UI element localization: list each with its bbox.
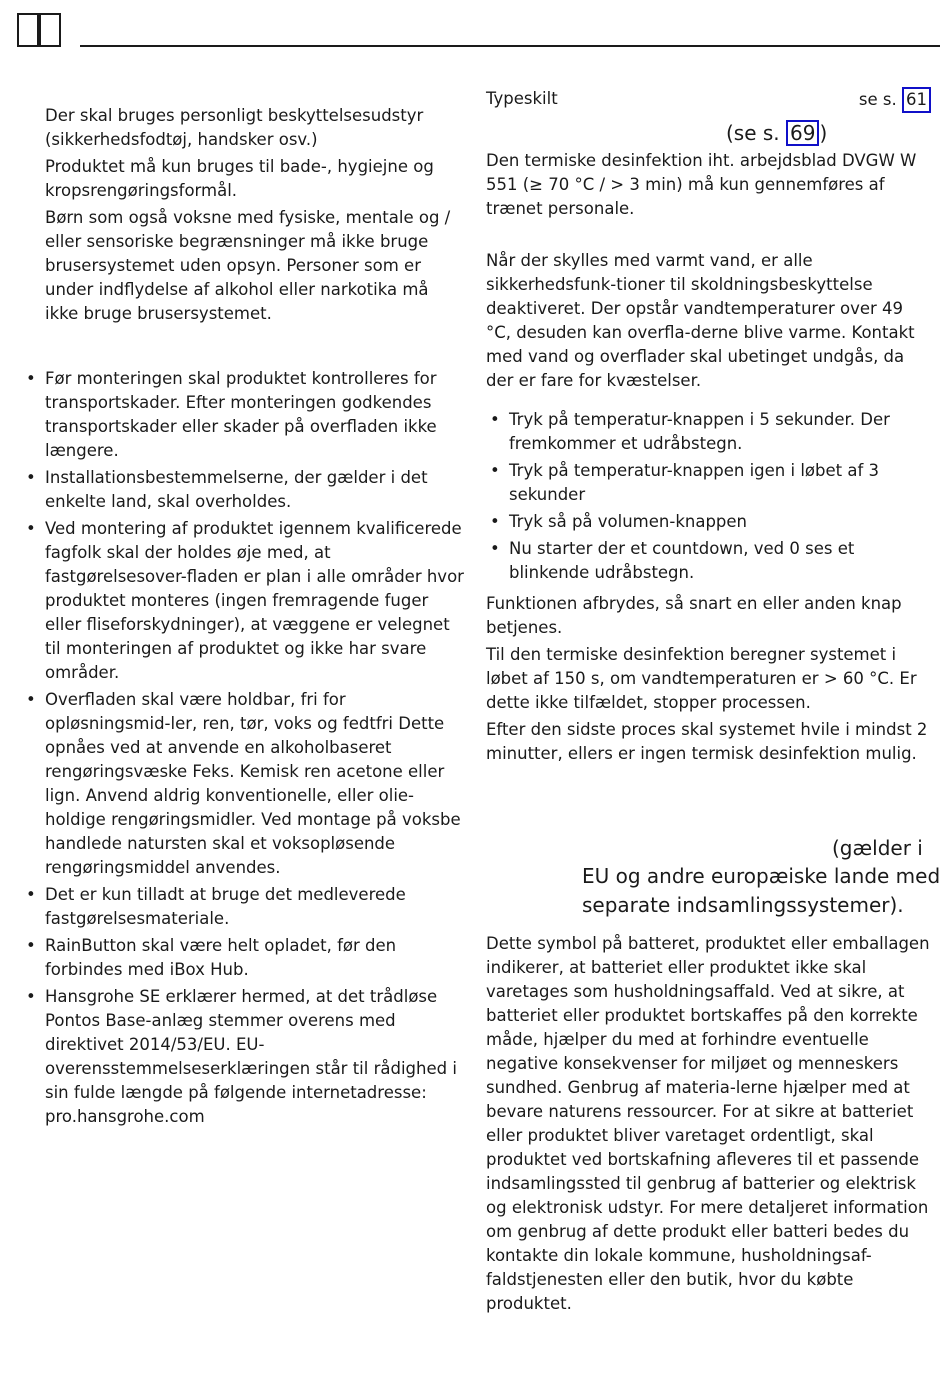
list-item: • Det er kun tilladt at bruge det medleverede fastgørelsesmateriale. xyxy=(45,883,465,931)
disinfection-ref: (se s. 69 ) xyxy=(726,121,828,145)
list-item: • Ved montering af produktet igennem kvalificerede fagfolk skal der holdes øje med, at fastgørelsesover-fladen er plan i alle områder hvor produktet monteres (ingen fremragende fuger eller fliseforskydninger), at væggene er velegnet til monteringen af produktet og ikke har svare områder. xyxy=(45,517,465,685)
abort-note: Funktionen afbrydes, så snart en eller anden knap betjenes. xyxy=(486,594,902,637)
list-item: • Tryk på temperatur-knappen igen i løbet af 3 sekunder xyxy=(509,459,929,507)
page-link-61[interactable]: 61 xyxy=(902,87,931,113)
page-link-69[interactable]: 69 xyxy=(786,120,819,146)
list-item: • Før monteringen skal produktet kontrolleres for transportskader. Efter monteringen godkendes transportskader eller skader på overfladen ikke længere. xyxy=(45,367,465,463)
disposal-scope-line3: separate indsamlingssystemer). xyxy=(582,893,904,917)
safety-intro xyxy=(45,104,465,329)
list-item: • Overfladen skal være holdbar, fri for opløsningsmid-ler, ren, tør, voks og fedtfri Dette opnåes ved at anvende en alkoholbaseret rengøringsvæske Feks. Kemisk ren acetone eller lign. Anvend aldrig konventionelle, eller olie-holdige rengøringsmidler. Ved montage på voksbe handlede natursten skal et voksopløsende rengøringsmiddel anvendes. xyxy=(45,688,465,880)
list-item: • Tryk så på volumen-knappen xyxy=(509,510,929,534)
ppe-note: Der skal bruges personligt beskyttelsesudstyr (sikkerhedsfodtøj, handsker osv.) xyxy=(45,106,424,149)
list-item: • Nu starter der et countdown, ved 0 ses et blinkende udråbstegn. xyxy=(509,537,929,585)
calculation-note: Til den termiske desinfektion beregner systemet i løbet af 150 s, om vandtemperaturen er > 60 °C. Er dette ikke tilfældet, stopper processen. xyxy=(486,645,917,712)
disinfection-steps xyxy=(509,408,929,588)
hot-water-warning: Når der skylles med varmt vand, er alle sikkerhedsfunk-tioner til skoldningsbeskyttelse deaktiveret. Der opstår vandtemperaturer over 49 °C, desuden kan overfla-derne blive varme. Kontakt med vand og overflader skal ubetinget undgås, da der er fare for kvæstelser. xyxy=(486,251,915,390)
header-rule xyxy=(80,45,940,47)
typeskilt-label: Typeskilt xyxy=(486,89,558,108)
disinfection-notes xyxy=(486,592,931,769)
disposal-scope-line1: (gælder i xyxy=(832,836,923,860)
installation-notes xyxy=(45,367,465,1132)
usage-note: Produktet må kun bruges til bade-, hygiejne og kropsrengøringsformål. xyxy=(45,157,434,200)
list-item: • Hansgrohe SE erklærer hermed, at det trådløse Pontos Base-anlæg stemmer overens med direktivet 2014/53/EU. EU-overensstemmelseserklæringen står til rådighed i sin fulde længde på følgende internetadresse: pro.hansgrohe.com xyxy=(45,985,465,1129)
disinfection-intro: Den termiske desinfektion iht. arbejdsblad DVGW W 551 (≥ 70 °C / > 3 min) må kun gennemføres af trænet personale. xyxy=(486,151,917,218)
rest-note: Efter den sidste proces skal systemet hvile i mindst 2 minutter, ellers er ingen termisk desinfektion mulig. xyxy=(486,720,928,763)
disposal-text: Dette symbol på batteret, produktet eller emballagen indikerer, at batteriet eller produktet ikke skal varetages som husholdningsaffald. Ved at sikre, at batteriet eller produktet bortskaffes på den korrekte måde, hjælper du med at forhindre eventuelle negative konsekvenser for miljøet og menneskers sundhed. Genbrug af materia-lerne hjælper med at bevare naturens ressourcer. For at sikre at batteriet eller produktet bliver varetaget ordentligt, skal produktet ved bortskafning afleveres til et passende indsamlingssted til genbrug af batterier og elektrisk og elektronisk udstyr. For mere detaljeret information om genbrug af dette produkt eller batteri bedes du kontakte din lokale kommune, husholdningsaf-faldstjenesten eller den butik, hvor du købte produktet. xyxy=(486,934,930,1313)
supervision-note: Børn som også voksne med fysiske, mentale og / eller sensoriske begrænsninger må ikke bruge brusersystemet uden opsyn. Personer som er under indflydelse af alkohol eller narkotika må ikke bruge brusersystemet. xyxy=(45,208,451,323)
list-item: • RainButton skal være helt opladet, før den forbindes med iBox Hub. xyxy=(45,934,465,982)
list-item: • Tryk på temperatur-knappen i 5 sekunder. Der fremkommer et udråbstegn. xyxy=(509,408,929,456)
book-icon xyxy=(16,10,62,48)
list-item: • Installationsbestemmelserne, der gælder i det enkelte land, skal overholdes. xyxy=(45,466,465,514)
typeskilt-ref: se s. 61 xyxy=(859,87,931,113)
disposal-scope-line2: EU og andre europæiske lande med xyxy=(582,864,941,888)
typeskilt-section xyxy=(486,87,931,111)
